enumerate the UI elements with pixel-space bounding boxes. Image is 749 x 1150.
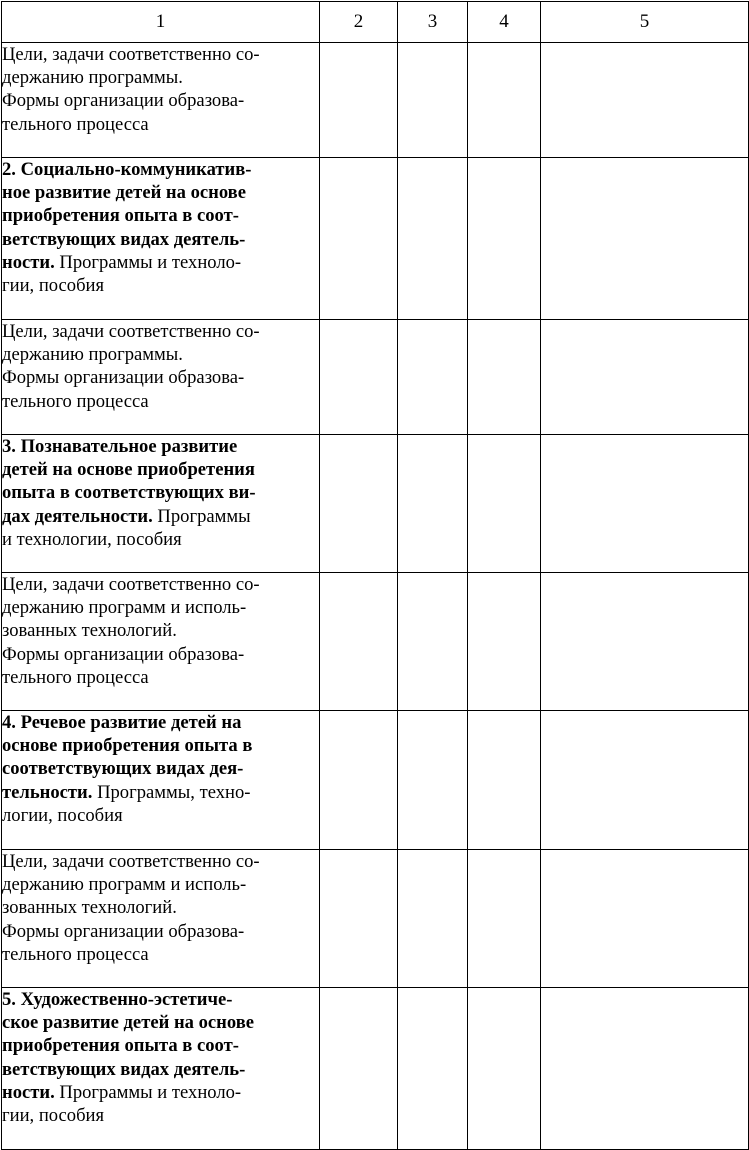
text-line: Цели, задачи соответственно со- [2,321,260,342]
section-heading-cell [2,988,320,1150]
section-heading-cell [2,158,320,320]
empty-cell [541,850,749,988]
empty-cell [398,988,468,1150]
empty-cell [468,711,541,850]
row-text-cell [2,43,320,158]
mixed-line [2,781,319,804]
empty-cell [541,43,749,158]
text-line: держанию программ и исполь- [2,874,247,896]
mixed-line [2,505,319,528]
section-title-line: 5. Художественно-эстетиче- [2,989,233,1010]
text-line: Цели, задачи соответственно со- [2,44,260,65]
text-line: держанию программы. [2,344,183,366]
section-title-line: 2. Социально-коммуникатив- [2,159,252,180]
section-title-line: 3. Познавательное развитие [2,436,238,457]
empty-cell [541,573,749,711]
section-title-line: ное развитие детей на основе [2,182,246,204]
row-text-cell [2,573,320,711]
empty-cell [398,435,468,573]
table-row [2,850,749,988]
text-line: Формы организации образова- [2,643,245,665]
text-line: держанию программ и исполь- [2,597,247,619]
table-row [2,988,749,1150]
empty-cell [398,850,468,988]
section-heading-cell [2,711,320,850]
section-title-end: ности. [2,1081,55,1103]
row-text-cell [2,850,320,988]
empty-cell [320,711,398,850]
section-title-line: приобретения опыта в соот- [2,205,239,227]
empty-cell [468,435,541,573]
empty-cell [468,573,541,711]
section-title-line: ветствующих видах деятель- [2,228,246,250]
empty-cell [541,435,749,573]
table-row [2,711,749,850]
empty-cell [320,850,398,988]
section-title-line: основе приобретения опыта в [2,735,253,757]
column-header-3: 3 [398,2,468,43]
empty-cell [320,43,398,158]
header-row [2,2,749,43]
empty-cell [468,850,541,988]
text-line: гии, пособия [2,1105,105,1127]
text-line: тельного процесса [2,113,149,135]
empty-cell [398,711,468,850]
table-row [2,158,749,320]
text-line: тельного процесса [2,666,149,688]
empty-cell [398,320,468,435]
text-line: гии, пособия [2,275,105,297]
text-line: тельного процесса [2,390,149,412]
empty-cell [468,988,541,1150]
row-text-cell [2,320,320,435]
empty-cell [468,43,541,158]
text-line: зованных технологий. [2,620,177,642]
text-line: Цели, задачи соответственно со- [2,851,260,872]
empty-cell [468,320,541,435]
table-row [2,320,749,435]
section-title-end: ности. [2,251,55,273]
section-desc: Программы, техно- [92,781,251,803]
empty-cell [541,711,749,850]
text-line: держанию программы. [2,67,183,89]
table-row [2,43,749,158]
section-desc: Программы [152,505,251,527]
empty-cell [541,320,749,435]
section-desc: Программы и техноло- [54,251,242,273]
empty-cell [320,320,398,435]
empty-cell [320,573,398,711]
empty-cell [541,158,749,320]
empty-cell [320,435,398,573]
section-title-line: детей на основе приобретения [2,459,255,481]
column-header-1: 1 [2,2,320,43]
text-line: Формы организации образова- [2,367,245,389]
table-row [2,573,749,711]
text-line: и технологии, пособия [2,528,182,550]
text-line: логии, пособия [2,804,123,826]
column-header-5: 5 [541,2,749,43]
document-table [1,1,749,1150]
column-header-2: 2 [320,2,398,43]
mixed-line [2,1081,319,1104]
section-title-line: соответствующих видах дея- [2,758,244,780]
section-title-line: опыта в соответствующих ви- [2,482,256,504]
mixed-line [2,251,319,274]
section-title-end: тельности. [2,781,93,803]
empty-cell [541,988,749,1150]
section-title-line: приобретения опыта в соот- [2,1035,239,1057]
column-header-4: 4 [468,2,541,43]
section-title-end: дах деятельности. [2,505,153,527]
text-line: Цели, задачи соответственно со- [2,574,260,595]
section-title-line: ветствующих видах деятель- [2,1058,246,1080]
section-title-line: ское развитие детей на основе [2,1012,254,1034]
empty-cell [398,573,468,711]
text-line: зованных технологий. [2,897,177,919]
empty-cell [398,43,468,158]
table-row [2,435,749,573]
section-heading-cell [2,435,320,573]
section-desc: Программы и техноло- [54,1081,242,1103]
text-line: Формы организации образова- [2,90,245,112]
empty-cell [320,158,398,320]
empty-cell [468,158,541,320]
empty-cell [320,988,398,1150]
empty-cell [398,158,468,320]
section-title-line: 4. Речевое развитие детей на [2,712,242,733]
text-line: Формы организации образова- [2,920,245,942]
text-line: тельного процесса [2,943,149,965]
